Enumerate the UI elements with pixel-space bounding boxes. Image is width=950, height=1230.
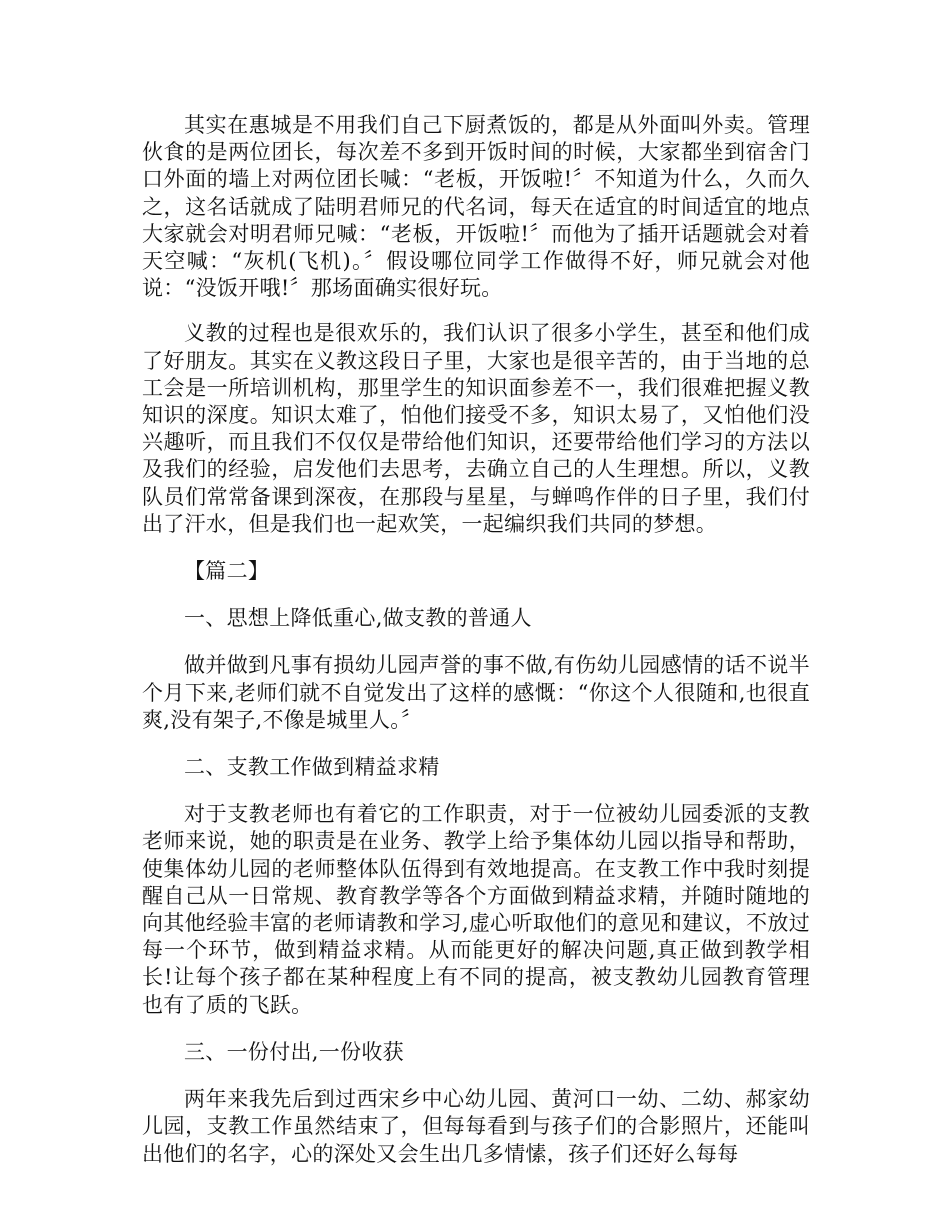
document-body: [142, 112, 810, 1168]
paragraph-point-one: 做并做到凡事有损幼儿园声誉的事不做,有伤幼儿园感情的话不说半个月下来,老师们就不自觉发出了这样的感慨：“你这个人很随和,也很直爽,没有架子,不像是城里人。〞: [142, 653, 810, 732]
heading-point-two: 二、支教工作做到精益求精: [184, 755, 440, 780]
section-heading-part-two: 【篇二】: [184, 559, 270, 584]
paragraph-huicheng-meals: 其实在惠城是不用我们自己下厨煮饭的，都是从外面叫外卖。管理伙食的是两位团长，每次差不多到开饭时间的时候，大家都坐到宿舍门口外面的墙上对两位团长喊：“老板，开饭啦!〞不知道为什么，久而久之，这名话就成了陆明君师兄的代名词，每天在适宜的时间适宜的地点大家就会对明君师兄喊：“老板，开饭啦!〞而他为了插开话题就会对着天空喊：“灰机(飞机)。〞假设哪位同学工作做得不好，师兄就会对他说：“没饭开哦!〞那场面确实很好玩。: [142, 113, 810, 301]
paragraph-point-two: 对于支教老师也有着它的工作职责，对于一位被幼儿园委派的支教老师来说，她的职责是在业务、教学上给予集体幼儿园以指导和帮助，使集体幼儿园的老师整体队伍得到有效地提高。在支教工作中我时刻提醒自己从一日常规、教育教学等各个方面做到精益求精，并随时随地的向其他经验丰富的老师请教和学习,虚心听取他们的意见和建议，不放过每一个环节，做到精益求精。从而能更好的解决问题,真正做到教学相长!让每个孩子都在某种程度上有不同的提高，被支教幼儿园教育管理也有了质的飞跃。: [142, 802, 810, 1017]
paragraph-point-three: 两年来我先后到过西宋乡中心幼儿园、黄河口一幼、二幼、郝家幼儿园，支教工作虽然结束了，但每每看到与孩子们的合影照片，还能叫出他们的名字，心的深处又会生出几多情愫，孩子们还好么每每: [142, 1087, 810, 1166]
heading-point-one: 一、思想上降低重心,做支教的普通人: [184, 606, 532, 631]
heading-point-three: 三、一份付出,一份收获: [184, 1039, 404, 1064]
paragraph-volunteer-teaching: 义教的过程也是很欢乐的，我们认识了很多小学生，甚至和他们成了好朋友。其实在义教这段日子里，大家也是很辛苦的，由于当地的总工会是一所培训机构，那里学生的知识面参差不一，我们很难把握义教知识的深度。知识太难了，怕他们接受不多，知识太易了，又怕他们没兴趣听，而且我们不仅仅是带给他们知识，还要带给他们学习的方法以及我们的经验，启发他们去思考，去确立自己的人生理想。所以，义教队员们常常备课到深夜，在那段与星星，与蝉鸣作伴的日子里，我们付出了汗水，但是我们也一起欢笑，一起编织我们共同的梦想。: [142, 321, 810, 536]
